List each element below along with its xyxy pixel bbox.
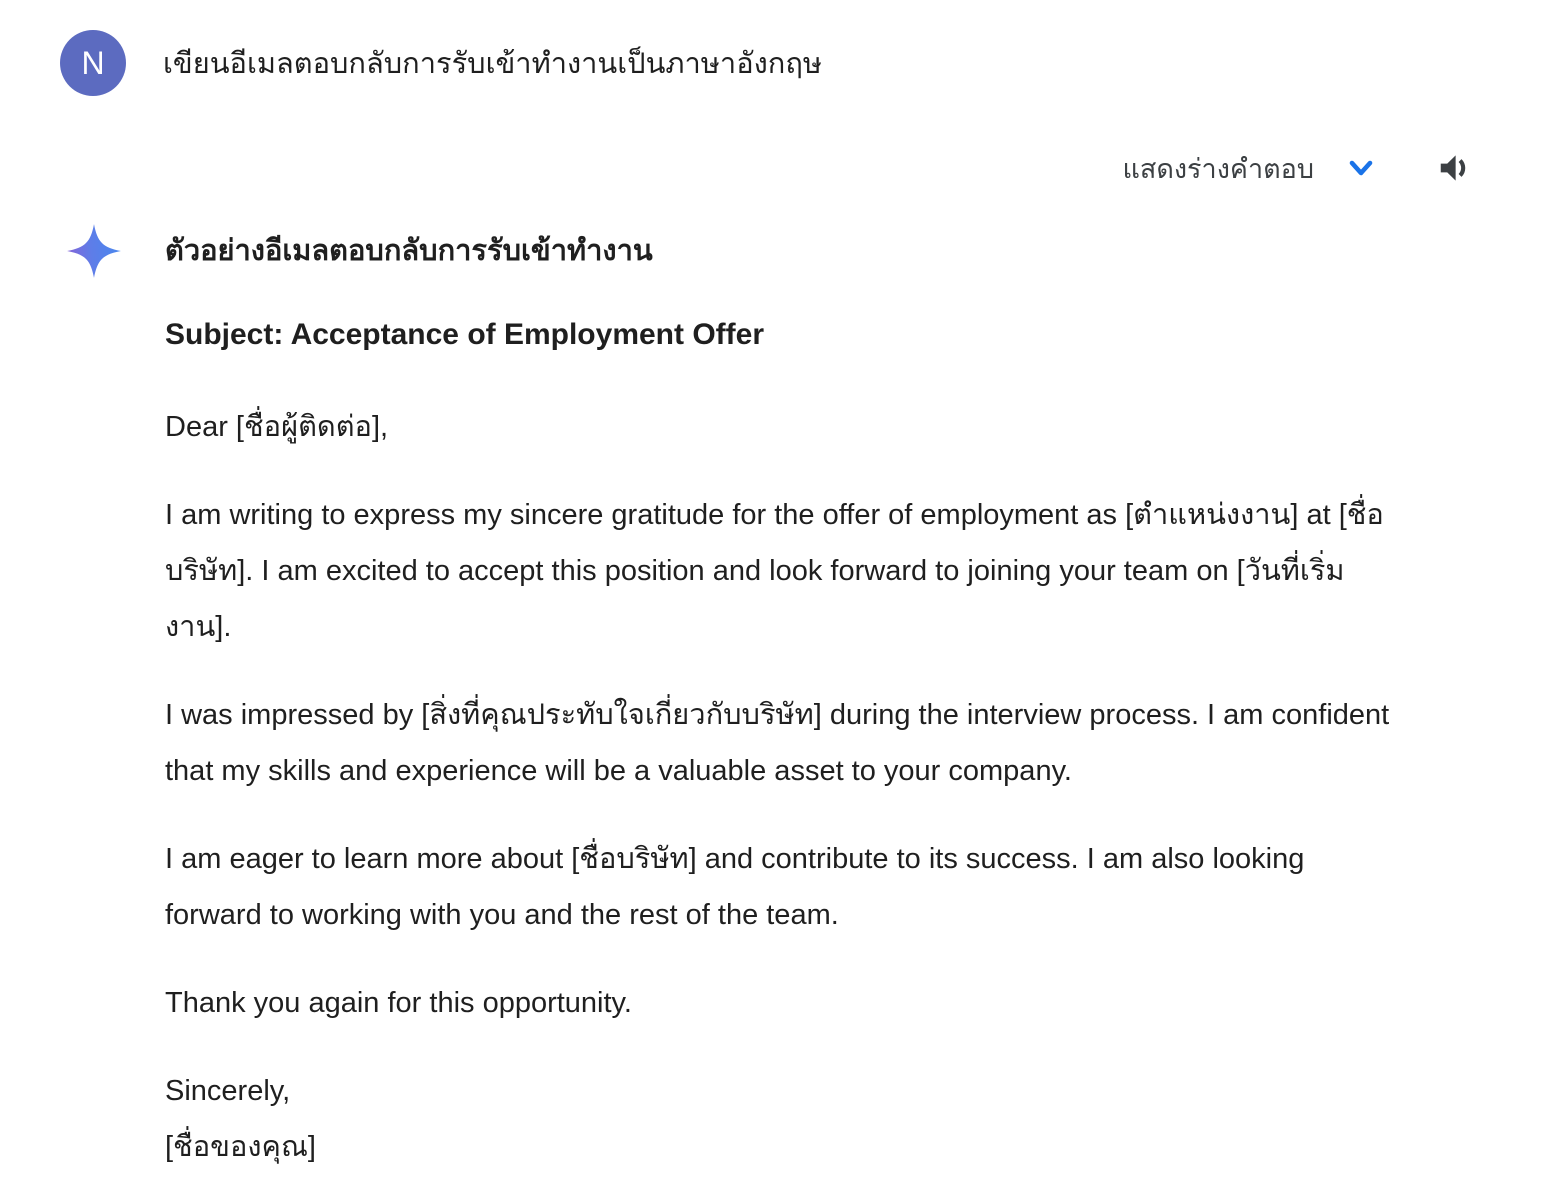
speaker-icon[interactable] xyxy=(1436,149,1474,187)
user-avatar: N xyxy=(60,30,126,96)
response-heading: ตัวอย่างอีเมลตอบกลับการรับเข้าทำงาน xyxy=(165,235,653,267)
email-closing: Sincerely, xyxy=(165,1075,291,1107)
email-paragraph: I am eager to learn more about [ชื่อบริษัท] and contribute to its success. I am also looking forward to working with you and the rest of the team. xyxy=(165,843,1305,931)
response-toolbar xyxy=(0,140,1552,196)
show-drafts-label[interactable]: แสดงร่างคำตอบ xyxy=(1122,153,1314,184)
email-salutation: Dear [ชื่อผู้ติดต่อ], xyxy=(165,411,389,443)
user-message: เขียนอีเมลตอบกลับการรับเข้าทำงานเป็นภาษาอังกฤษ xyxy=(163,48,823,80)
user-message-row xyxy=(0,0,1552,96)
gemini-sparkle-icon xyxy=(66,222,122,280)
model-response-row xyxy=(0,222,1552,1175)
email-paragraph: Thank you again for this opportunity. xyxy=(165,987,632,1019)
show-drafts-button[interactable] xyxy=(1122,147,1380,190)
model-response xyxy=(165,222,1402,1175)
email-signature: [ชื่อของคุณ] xyxy=(165,1131,316,1163)
email-subject-line: Subject: Acceptance of Employment Offer xyxy=(165,318,765,351)
email-closing-block xyxy=(165,1063,1402,1175)
email-paragraph: I am writing to express my sincere gratitude for the offer of employment as [ตำแหน่งงาน] at [ชื่อบริษัท]. I am excited to accept this position and look forward to joining your team on [วันที่เริ่มงาน]. xyxy=(165,499,1384,643)
chevron-down-icon[interactable] xyxy=(1342,149,1380,187)
email-paragraph: I was impressed by [สิ่งที่คุณประทับใจเกี่ยวกับบริษัท] during the interview process. I am confident that my skills and experience will be a valuable asset to your company. xyxy=(165,699,1390,787)
